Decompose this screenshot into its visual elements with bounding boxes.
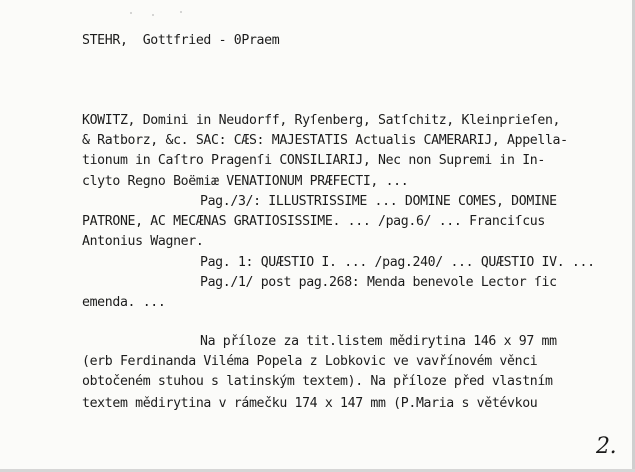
text-line: Antonius Wagner.: [82, 234, 204, 249]
text-line: KOWITZ, Domini in Neudorff, Ryſenberg, Satſchitz, Kleinprieſen,: [82, 113, 561, 128]
text-line: Pag. 1: QUÆSTIO I. ... /pag.240/ ... QUÆSTIO IV. ...: [200, 255, 595, 270]
card-header: STEHR, Gottfried - 0Praem: [82, 33, 280, 48]
text-line: Na příloze za tit.listem mědirytina 146 x 97 mm: [200, 334, 557, 349]
page-number: 2.: [596, 434, 617, 459]
text-line: emenda. ...: [82, 295, 166, 310]
text-line: (erb Ferdinanda Viléma Popela z Lobkovic ve vavřínovém věnci: [82, 354, 538, 369]
text-line: obtočeném stuhou s latinským textem). Na příloze před vlastním: [82, 374, 553, 389]
text-line: Pag./3/: ILLUSTRISSIME ... DOMINE COMES, DOMINE: [200, 194, 557, 209]
speck: [180, 11, 182, 13]
text-line: Pag./1/ post pag.268: Menda benevole Lector ſic: [200, 275, 557, 290]
text-line: textem mědirytina v rámečku 174 x 147 mm (P.Maria s větévkou: [82, 396, 538, 411]
text-line: clyto Regno Boëmiæ VENATIONUM PRÆFECTI, ...: [82, 174, 409, 189]
speck: [130, 12, 132, 14]
text-line: & Ratborz, &c. SAC: CÆS: MAJESTATIS Actualis CAMERARIJ, Appella-: [82, 133, 568, 148]
text-line: tionum in Caſtro Pragenſi CONSILIARIJ, Nec non Supremi in In-: [82, 153, 545, 168]
speck: [152, 14, 154, 16]
text-line: PATRONE, AC MECÆNAS GRATIOSISSIME. ... /pag.6/ ... Franciſcus: [82, 214, 545, 229]
paper-specks: [130, 10, 210, 20]
